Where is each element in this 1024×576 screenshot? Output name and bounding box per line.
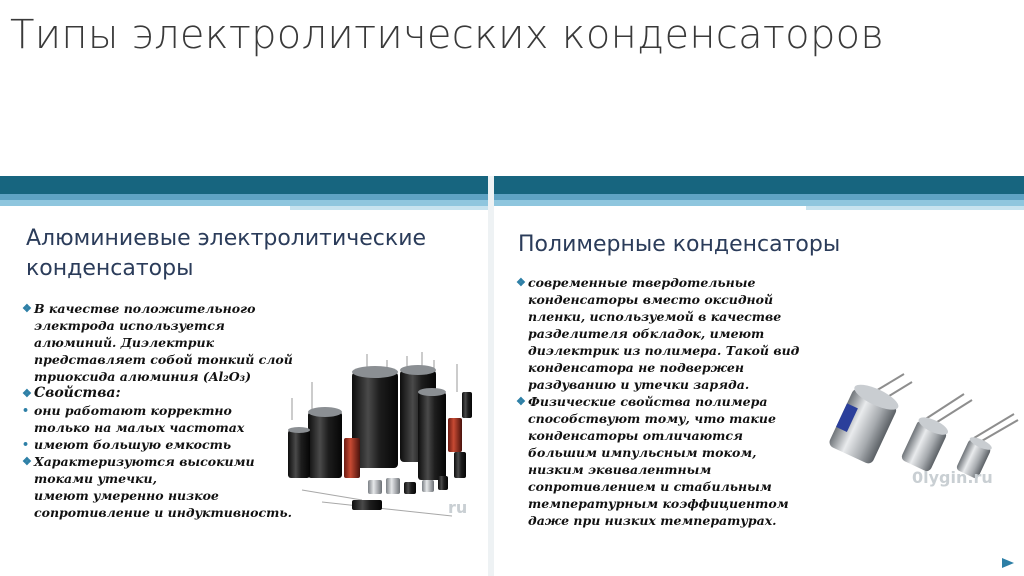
slide-title: Типы электролитических конденсаторов bbox=[10, 12, 885, 58]
bullet-text: Физические свойства полимера bbox=[528, 394, 768, 409]
section-heading bbox=[22, 385, 322, 402]
text-line: электрода используется bbox=[34, 318, 225, 333]
bullet-text: современные твердотельные bbox=[528, 275, 756, 290]
bullet-icon: ❖ bbox=[22, 387, 32, 400]
watermark: 0lygin.ru bbox=[912, 468, 993, 487]
text-line: триоксида алюминия (Al₂O₃) bbox=[34, 369, 252, 384]
bullet-item bbox=[22, 436, 322, 453]
panel-title bbox=[26, 224, 426, 284]
text-line: раздуванию и утечки заряда. bbox=[528, 377, 750, 392]
watermark: ru bbox=[448, 498, 468, 517]
bullet-text: Свойства: bbox=[34, 385, 121, 401]
panel-banner bbox=[0, 176, 488, 212]
panel-body-text bbox=[22, 300, 322, 521]
text-line: сопротивление и индуктивность. bbox=[34, 505, 292, 520]
bullet-item bbox=[516, 393, 846, 410]
text-line: способствуют тому, что такие bbox=[528, 411, 776, 426]
bullet-icon: • bbox=[22, 404, 30, 417]
bullet-item bbox=[22, 300, 322, 317]
text-line: конденсатора не подвержен bbox=[528, 360, 744, 375]
text-line: конденсаторы вместо оксидной bbox=[528, 292, 774, 307]
panel-banner bbox=[494, 176, 1024, 212]
bullet-text: Характеризуются высокими bbox=[34, 454, 255, 469]
bullet-text: они работают корректно bbox=[34, 403, 232, 418]
bullet-icon: ❖ bbox=[516, 395, 526, 408]
text-line: температурным коэффициентом bbox=[528, 496, 789, 511]
text-line: пленки, используемой в качестве bbox=[528, 309, 782, 324]
aluminum-capacitors-panel bbox=[0, 176, 488, 576]
bullet-item bbox=[22, 402, 322, 419]
panel-title-line: Алюминиевые электролитические bbox=[26, 226, 427, 251]
bullet-icon: ❖ bbox=[22, 455, 32, 468]
text-line: конденсаторы отличаются bbox=[528, 428, 743, 443]
text-line: большим импульсным током, bbox=[528, 445, 757, 460]
next-slide-icon[interactable] bbox=[1000, 556, 1016, 570]
text-line: токами утечки, bbox=[34, 471, 157, 486]
polymer-capacitors-panel bbox=[494, 176, 1024, 576]
bullet-text: имеют большую емкость bbox=[34, 437, 232, 452]
text-line: алюминий. Диэлектрик bbox=[34, 335, 215, 350]
panel-body-text bbox=[516, 274, 846, 529]
bullet-icon: ❖ bbox=[22, 302, 32, 315]
bullet-item bbox=[516, 274, 846, 291]
text-line: только на малых частотах bbox=[34, 420, 245, 435]
panel-title: Полимерные конденсаторы bbox=[518, 232, 841, 257]
bullet-item bbox=[22, 453, 322, 470]
bullet-icon: ❖ bbox=[516, 276, 526, 289]
bullet-icon: • bbox=[22, 438, 30, 451]
bullet-text: В качестве положительного bbox=[34, 301, 256, 316]
text-line: даже при низких температурах. bbox=[528, 513, 777, 528]
text-line: диэлектрик из полимера. Такой вид bbox=[528, 343, 800, 358]
text-line: представляет собой тонкий слой bbox=[34, 352, 293, 367]
text-line: сопротивлением и стабильным bbox=[528, 479, 772, 494]
panel-title-line: конденсаторы bbox=[26, 256, 194, 281]
text-line: имеют умеренно низкое bbox=[34, 488, 219, 503]
text-line: разделителя обкладок, имеют bbox=[528, 326, 765, 341]
text-line: низким эквивалентным bbox=[528, 462, 712, 477]
